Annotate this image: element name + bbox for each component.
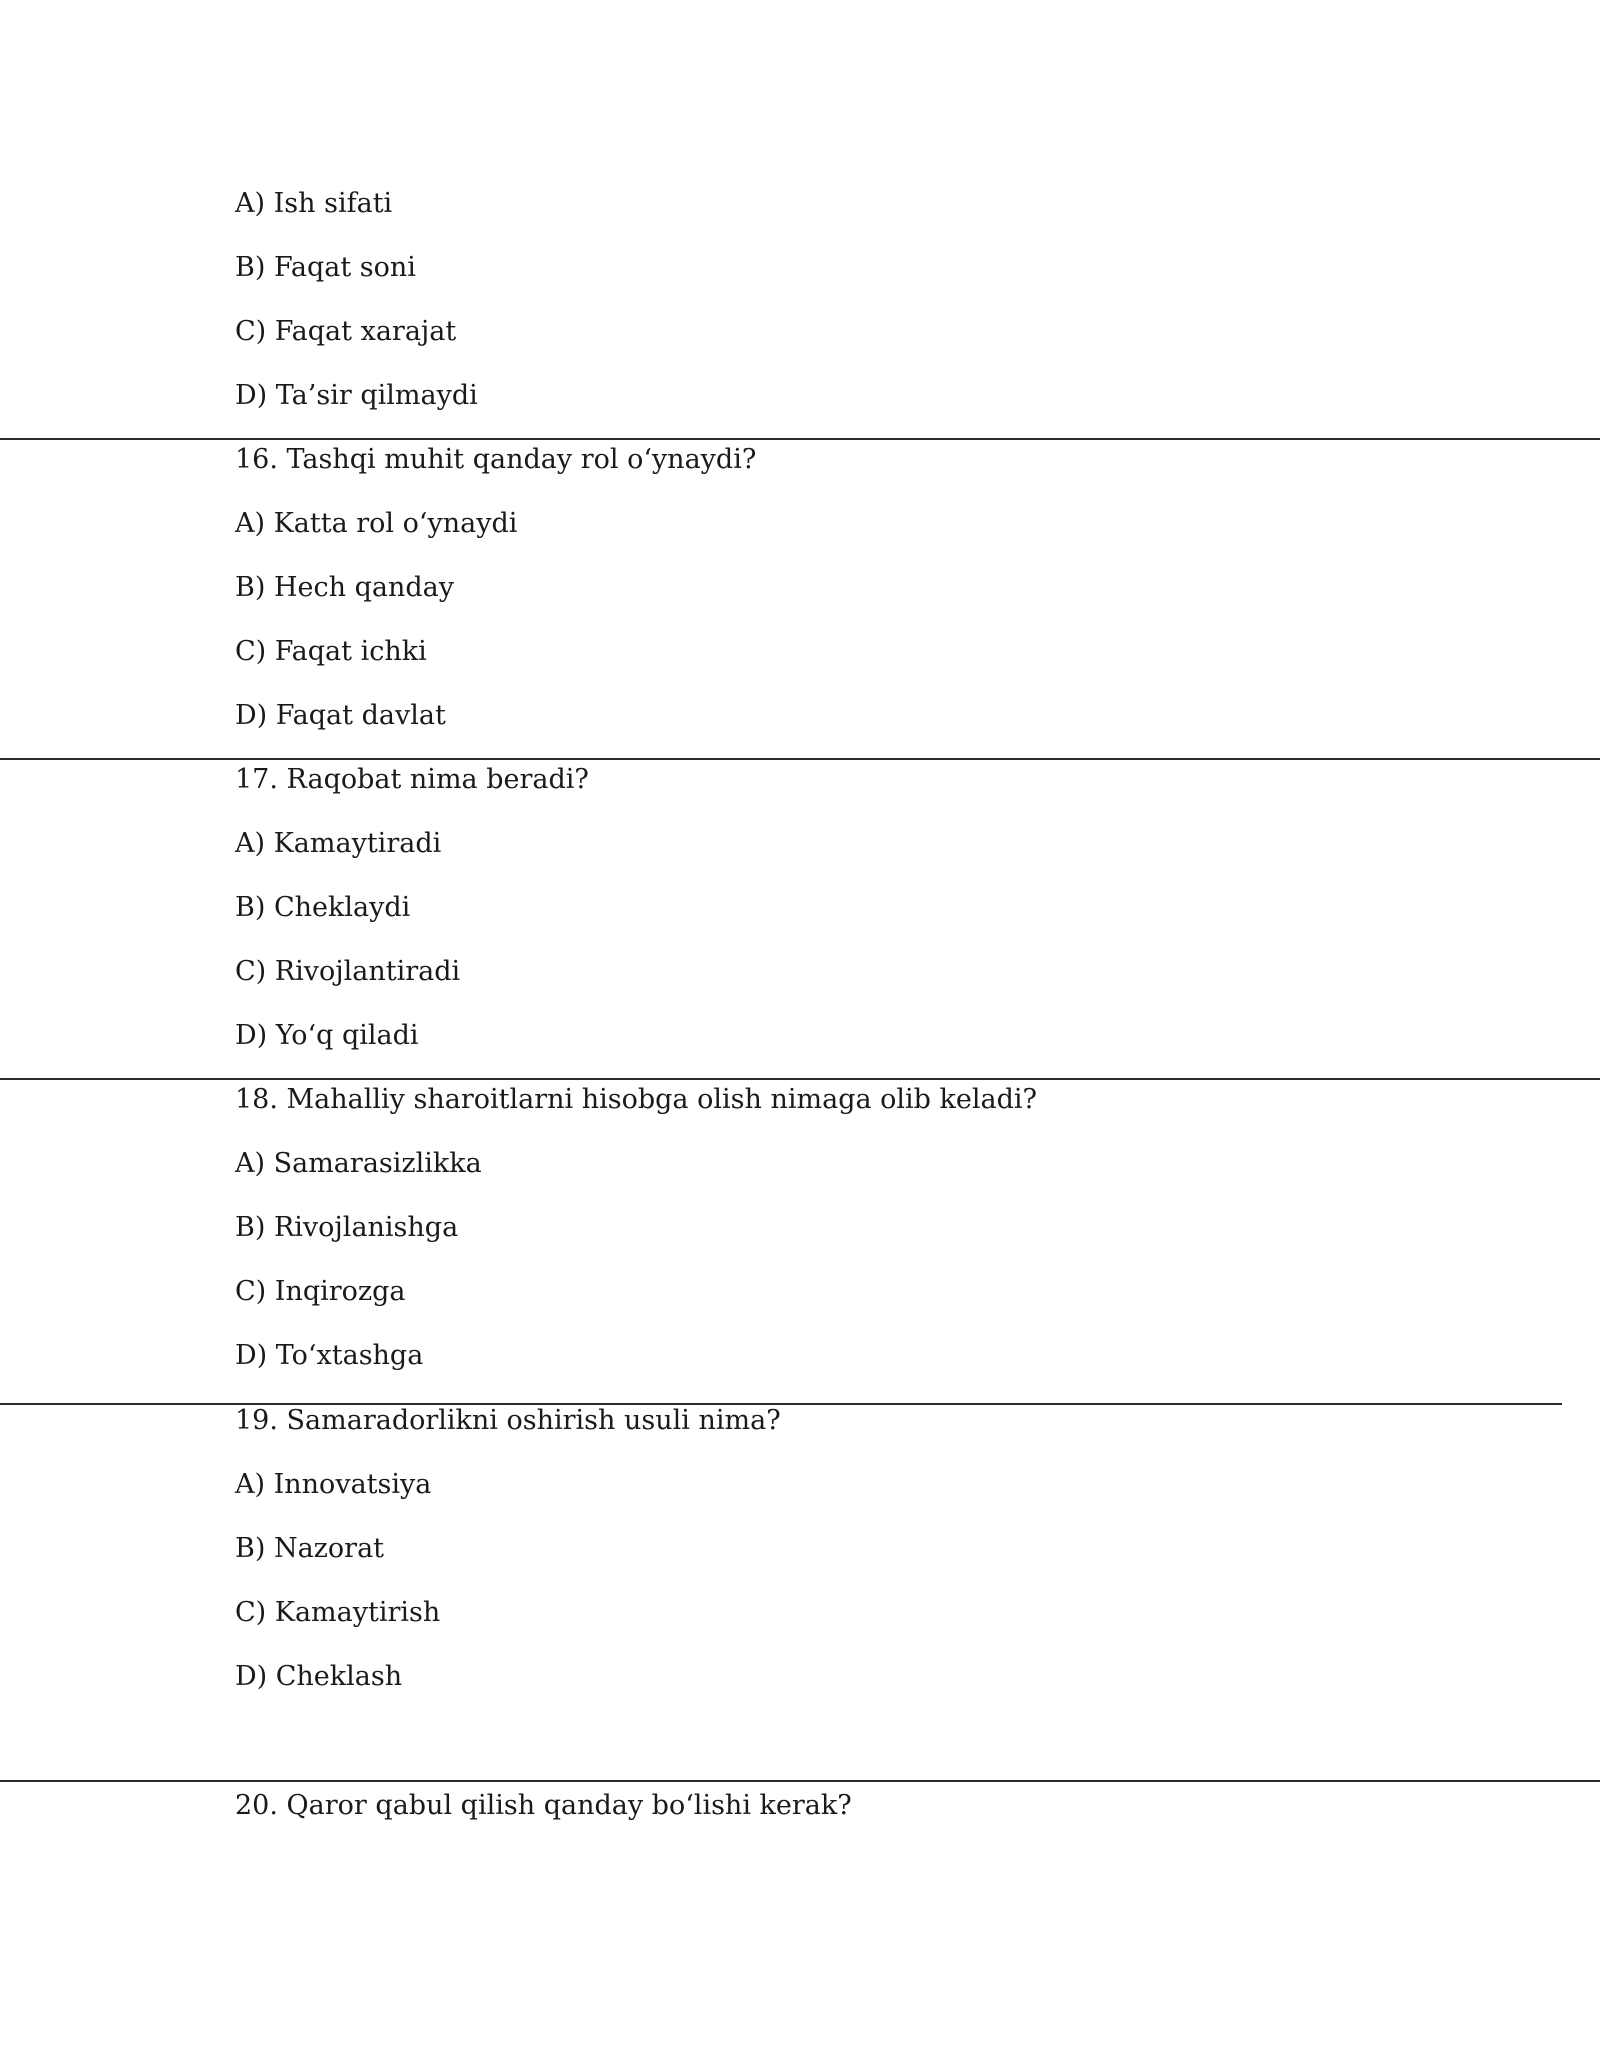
option-18-a: A) Samarasizlikka	[235, 1148, 482, 1179]
option-17-a: A) Kamaytiradi	[235, 828, 442, 859]
option-17-d: D) Yo‘q qiladi	[235, 1020, 419, 1051]
question-20: 20. Qaror qabul qilish qanday bo‘lishi kerak?	[235, 1790, 852, 1821]
divider-15-16	[0, 438, 1600, 440]
option-19-a: A) Innovatsiya	[235, 1469, 432, 1500]
question-16: 16. Tashqi muhit qanday rol o‘ynaydi?	[235, 444, 757, 475]
option-15-a: A) Ish sifati	[235, 188, 393, 219]
option-17-b: B) Cheklaydi	[235, 892, 411, 923]
option-15-b: B) Faqat soni	[235, 252, 416, 283]
question-19: 19. Samaradorlikni oshirish usuli nima?	[235, 1405, 781, 1436]
option-19-c: C) Kamaytirish	[235, 1597, 441, 1628]
divider-19-20	[0, 1780, 1600, 1782]
option-15-d: D) Ta’sir qilmaydi	[235, 380, 478, 411]
divider-16-17	[0, 758, 1600, 760]
question-18: 18. Mahalliy sharoitlarni hisobga olish nimaga olib keladi?	[235, 1084, 1038, 1115]
divider-17-18	[0, 1078, 1600, 1080]
option-19-b: B) Nazorat	[235, 1533, 385, 1564]
option-16-b: B) Hech qanday	[235, 572, 454, 603]
option-17-c: C) Rivojlantiradi	[235, 956, 461, 987]
option-16-a: A) Katta rol o‘ynaydi	[235, 508, 518, 539]
option-19-d: D) Cheklash	[235, 1661, 403, 1692]
option-18-d: D) To‘xtashga	[235, 1340, 424, 1371]
option-16-c: C) Faqat ichki	[235, 636, 427, 667]
question-17: 17. Raqobat nima beradi?	[235, 764, 589, 795]
option-15-c: C) Faqat xarajat	[235, 316, 457, 347]
option-18-b: B) Rivojlanishga	[235, 1212, 459, 1243]
option-16-d: D) Faqat davlat	[235, 700, 446, 731]
option-18-c: C) Inqirozga	[235, 1276, 406, 1307]
